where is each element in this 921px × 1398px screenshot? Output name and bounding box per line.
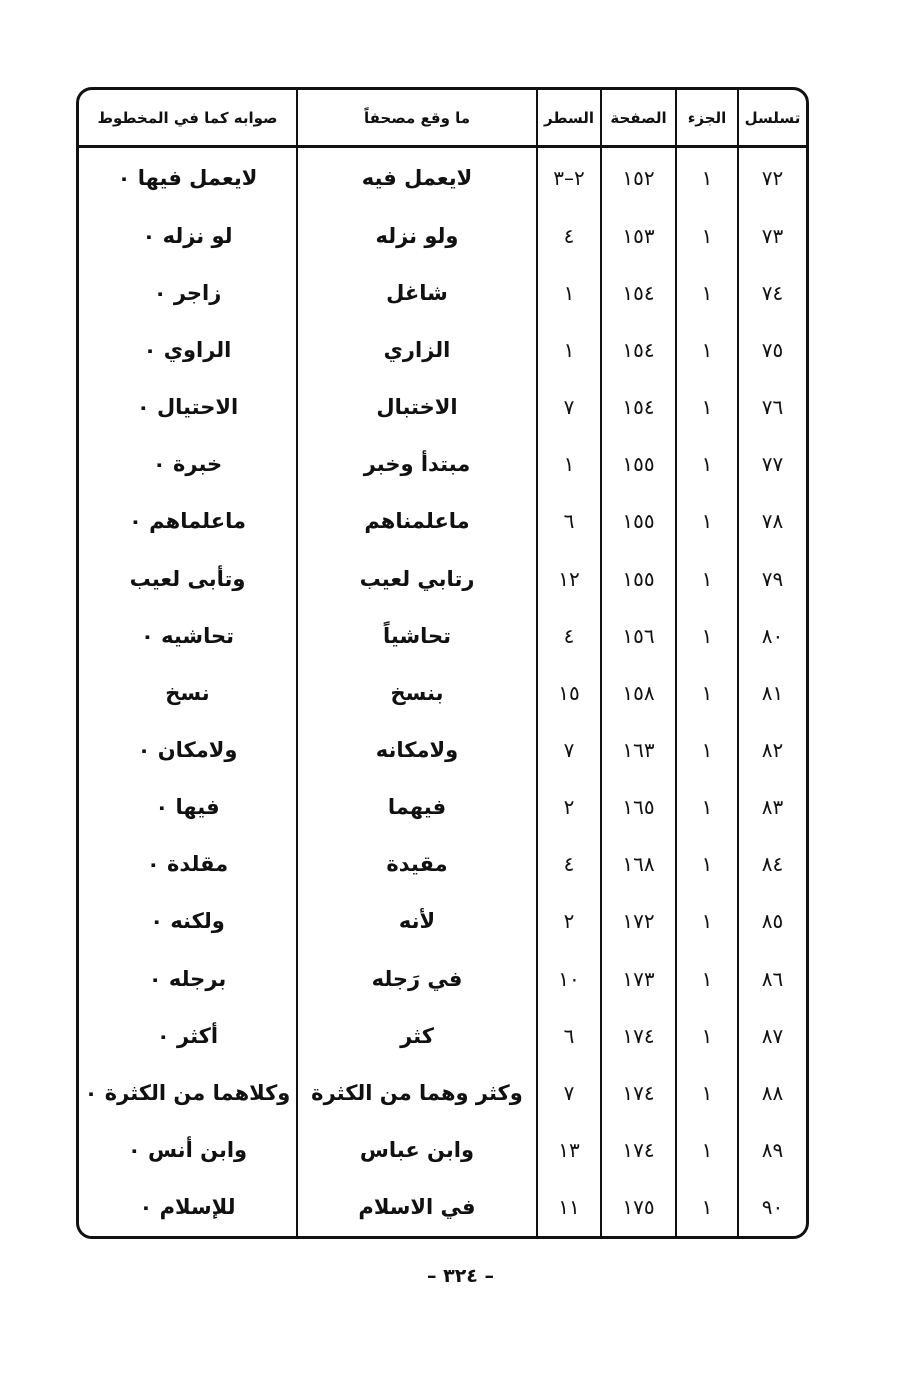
cell-page: ١٧٤ — [601, 1064, 676, 1121]
cell-line: ٦ — [537, 1007, 601, 1064]
cell-as-printed: ولو نزله — [297, 207, 537, 264]
cell-correct: الراوي ٠ — [143, 338, 232, 363]
cell-as-printed: وابن عباس — [297, 1121, 537, 1178]
cell-correct: وابن أنس ٠ — [127, 1138, 248, 1163]
cell-as-printed: مقيدة — [297, 836, 537, 893]
cell-line: ١٣ — [537, 1121, 601, 1178]
cell-correct: برجله ٠ — [148, 966, 227, 991]
table-row — [79, 550, 806, 607]
cell-page: ١٥٥ — [601, 493, 676, 550]
header-correct: صوابه كما في المخطوط — [79, 90, 297, 147]
cell-as-printed: وكثر وهما من الكثرة — [297, 1064, 537, 1121]
cell-serial: ٨٢ — [738, 721, 806, 778]
cell-correct: لايعمل فيها ٠ — [117, 165, 258, 190]
header-as-printed: ما وقع مصحفاً — [297, 90, 537, 147]
table-row — [79, 147, 806, 208]
table-row — [79, 379, 806, 436]
cell-as-printed: رتابي لعيب — [297, 550, 537, 607]
cell-line: ٦ — [537, 493, 601, 550]
cell-part: ١ — [676, 264, 738, 321]
cell-part: ١ — [676, 550, 738, 607]
cell-part: ١ — [676, 1121, 738, 1178]
cell-correct: فيها ٠ — [155, 795, 220, 820]
cell-correct: نسخ — [165, 680, 210, 705]
cell-page: ١٦٥ — [601, 779, 676, 836]
table-row — [79, 721, 806, 778]
cell-as-printed: ماعلمناهم — [297, 493, 537, 550]
cell-part: ١ — [676, 147, 738, 208]
cell-serial: ٧٣ — [738, 207, 806, 264]
table-header-row — [79, 90, 806, 147]
cell-page: ١٥٢ — [601, 147, 676, 208]
cell-serial: ٧٤ — [738, 264, 806, 321]
table-row — [79, 893, 806, 950]
cell-part: ١ — [676, 607, 738, 664]
header-part: الجزء — [676, 90, 738, 147]
cell-line: ١ — [537, 436, 601, 493]
cell-page: ١٧٤ — [601, 1121, 676, 1178]
page-number: – ٣٢٤ – — [426, 1265, 495, 1287]
table-row — [79, 779, 806, 836]
table-row — [79, 493, 806, 550]
cell-part: ١ — [676, 950, 738, 1007]
cell-correct: الاحتيال ٠ — [136, 395, 239, 420]
cell-part: ١ — [676, 1007, 738, 1064]
cell-part: ١ — [676, 493, 738, 550]
cell-line: ٤ — [537, 207, 601, 264]
cell-as-printed: في الاسلام — [297, 1179, 537, 1236]
cell-correct: ولكنه ٠ — [150, 909, 225, 934]
cell-page: ١٦٨ — [601, 836, 676, 893]
cell-serial: ٧٧ — [738, 436, 806, 493]
cell-serial: ٧٩ — [738, 550, 806, 607]
cell-part: ١ — [676, 893, 738, 950]
cell-part: ١ — [676, 779, 738, 836]
cell-part: ١ — [676, 207, 738, 264]
table-row — [79, 1121, 806, 1178]
table-row — [79, 1007, 806, 1064]
cell-as-printed: تحاشياً — [297, 607, 537, 664]
cell-as-printed: في رَجله — [297, 950, 537, 1007]
cell-line: ٤ — [537, 607, 601, 664]
cell-line: ١١ — [537, 1179, 601, 1236]
cell-correct: أكثر ٠ — [156, 1023, 219, 1048]
cell-page: ١٧٥ — [601, 1179, 676, 1236]
table-body — [79, 147, 806, 1237]
cell-serial: ٨٨ — [738, 1064, 806, 1121]
header-line: السطر — [537, 90, 601, 147]
cell-line: ١٢ — [537, 550, 601, 607]
cell-correct: لو نزله ٠ — [142, 223, 233, 248]
cell-serial: ٧٨ — [738, 493, 806, 550]
table-row — [79, 836, 806, 893]
errata-table-frame — [76, 87, 809, 1239]
cell-serial: ٨٩ — [738, 1121, 806, 1178]
cell-serial: ٨٣ — [738, 779, 806, 836]
cell-page: ١٥٤ — [601, 322, 676, 379]
cell-serial: ٨٤ — [738, 836, 806, 893]
cell-page: ١٥٥ — [601, 550, 676, 607]
table-row — [79, 950, 806, 1007]
table-row — [79, 207, 806, 264]
cell-serial: ٨٧ — [738, 1007, 806, 1064]
cell-line: ١ — [537, 264, 601, 321]
table-row — [79, 1064, 806, 1121]
cell-as-printed: لايعمل فيه — [297, 147, 537, 208]
cell-page: ١٥٤ — [601, 264, 676, 321]
cell-part: ١ — [676, 836, 738, 893]
cell-serial: ٨٠ — [738, 607, 806, 664]
cell-serial: ٨٥ — [738, 893, 806, 950]
cell-page: ١٧٢ — [601, 893, 676, 950]
errata-table — [79, 90, 806, 1236]
cell-serial: ٧٥ — [738, 322, 806, 379]
cell-serial: ٨٦ — [738, 950, 806, 1007]
cell-part: ١ — [676, 721, 738, 778]
cell-part: ١ — [676, 436, 738, 493]
cell-correct: وكلاهما من الكثرة ٠ — [84, 1080, 291, 1105]
cell-correct: وتأبى لعيب — [129, 566, 246, 591]
cell-line: ٢ — [537, 893, 601, 950]
cell-page: ١٧٣ — [601, 950, 676, 1007]
cell-as-printed: كثر — [297, 1007, 537, 1064]
cell-as-printed: فيهما — [297, 779, 537, 836]
cell-line: ١ — [537, 322, 601, 379]
cell-line: ٢–٣ — [537, 147, 601, 208]
table-row — [79, 264, 806, 321]
cell-line: ١٠ — [537, 950, 601, 1007]
cell-page: ١٥٦ — [601, 607, 676, 664]
cell-part: ١ — [676, 664, 738, 721]
cell-page: ١٥٤ — [601, 379, 676, 436]
cell-correct: زاجر ٠ — [153, 280, 222, 305]
cell-part: ١ — [676, 1064, 738, 1121]
cell-part: ١ — [676, 1179, 738, 1236]
cell-page: ١٥٨ — [601, 664, 676, 721]
cell-as-printed: ولامكانه — [297, 721, 537, 778]
cell-as-printed: لأنه — [297, 893, 537, 950]
table-row — [79, 436, 806, 493]
cell-as-printed: مبتدأ وخبر — [297, 436, 537, 493]
cell-page: ١٦٣ — [601, 721, 676, 778]
cell-serial: ٧٦ — [738, 379, 806, 436]
cell-serial: ٧٢ — [738, 147, 806, 208]
cell-as-printed: شاغل — [297, 264, 537, 321]
cell-as-printed: بنسخ — [297, 664, 537, 721]
cell-page: ١٥٥ — [601, 436, 676, 493]
cell-correct: خبرة ٠ — [152, 452, 223, 477]
cell-correct: تحاشيه ٠ — [140, 623, 234, 648]
cell-correct: للإسلام ٠ — [139, 1195, 236, 1220]
cell-page: ١٧٤ — [601, 1007, 676, 1064]
cell-correct: ولامكان ٠ — [137, 738, 238, 763]
header-serial: تسلسل — [738, 90, 806, 147]
cell-as-printed: الزاري — [297, 322, 537, 379]
cell-line: ٤ — [537, 836, 601, 893]
cell-line: ٧ — [537, 1064, 601, 1121]
cell-page: ١٥٣ — [601, 207, 676, 264]
table-row — [79, 664, 806, 721]
header-page: الصفحة — [601, 90, 676, 147]
cell-part: ١ — [676, 322, 738, 379]
table-row — [79, 322, 806, 379]
cell-as-printed: الاختبال — [297, 379, 537, 436]
cell-serial: ٩٠ — [738, 1179, 806, 1236]
cell-serial: ٨١ — [738, 664, 806, 721]
cell-correct: مقلدة ٠ — [146, 852, 229, 877]
table-row — [79, 607, 806, 664]
cell-line: ٧ — [537, 379, 601, 436]
cell-line: ٢ — [537, 779, 601, 836]
cell-line: ٧ — [537, 721, 601, 778]
cell-part: ١ — [676, 379, 738, 436]
cell-correct: ماعلماهم ٠ — [129, 509, 246, 534]
cell-line: ١٥ — [537, 664, 601, 721]
table-row — [79, 1179, 806, 1236]
